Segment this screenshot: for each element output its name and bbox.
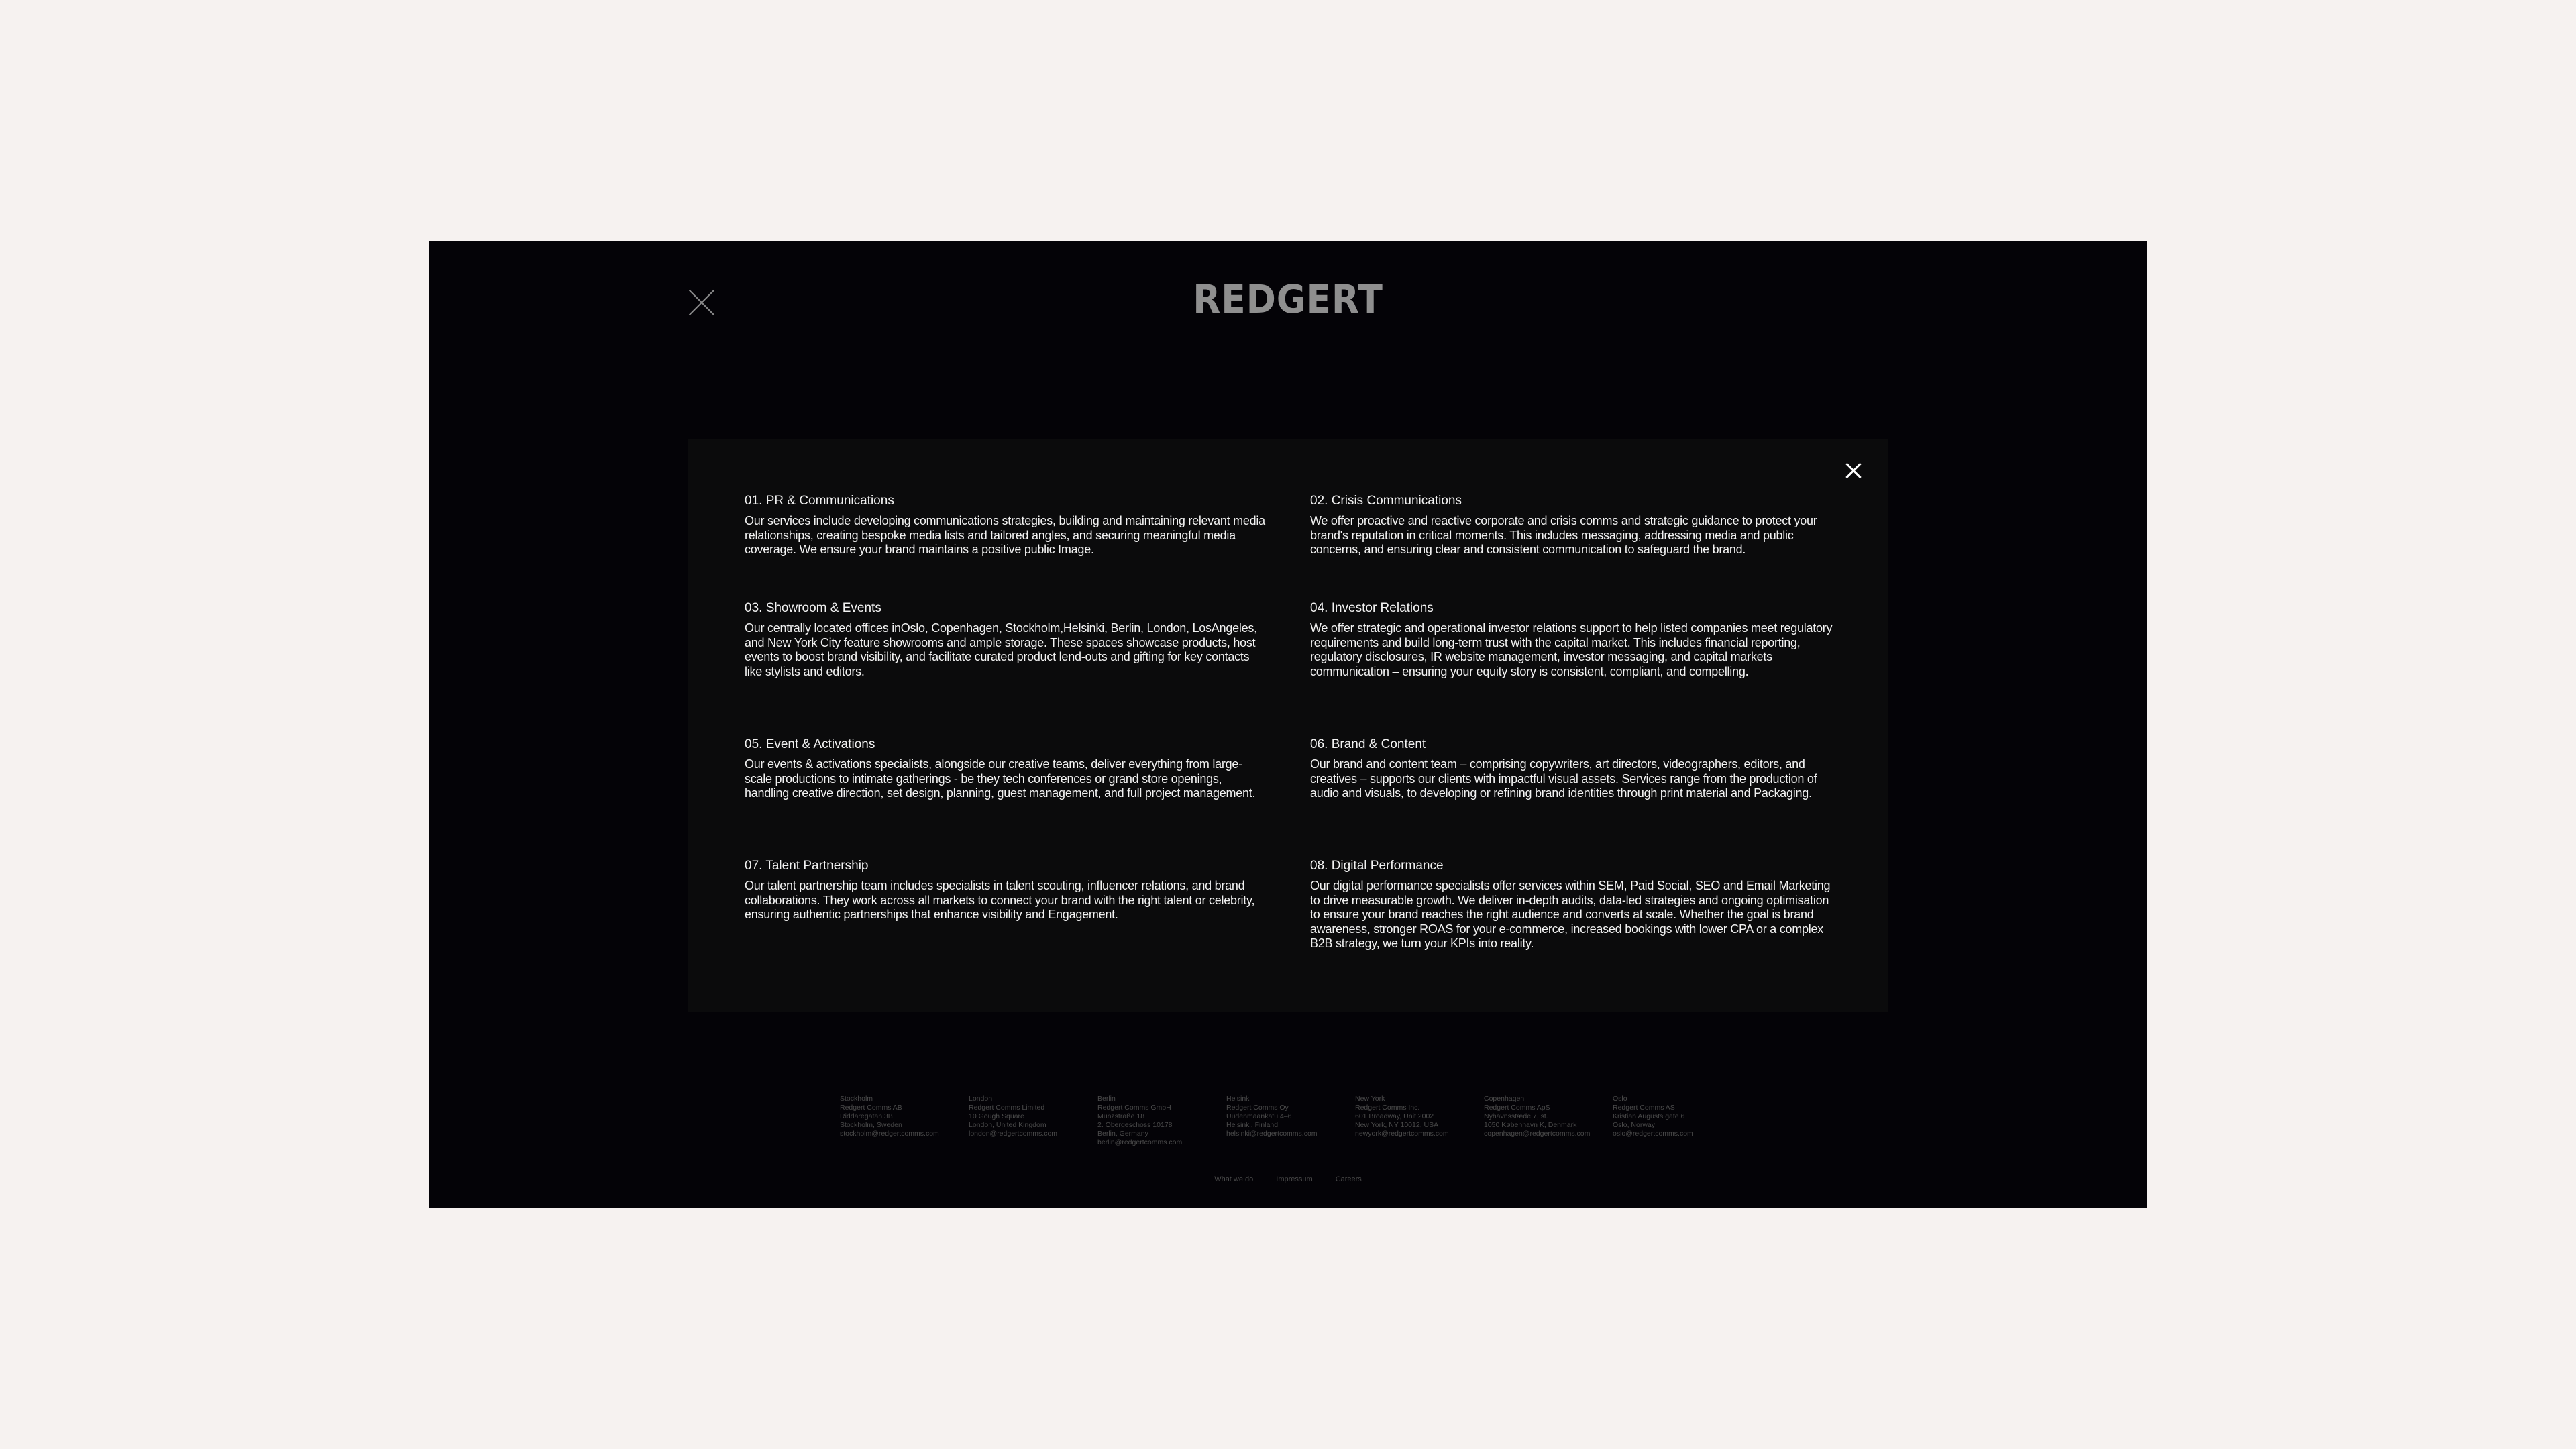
office-line: Redgert Comms ApS <box>1484 1104 1550 1112</box>
office-line: Redgert Comms AS <box>1613 1104 1675 1112</box>
office-line: 601 Broadway, Unit 2002 <box>1355 1112 1434 1120</box>
office-line: 10 Gough Square <box>969 1112 1024 1120</box>
office-email[interactable]: oslo@redgertcomms.com <box>1613 1130 1693 1138</box>
brand-logo[interactable]: REDGERT <box>1193 276 1383 322</box>
service-description: Our digital performance specialists offer services within SEM, Paid Social, SEO and Email Marketing to drive measurable growth. We deliver in-depth audits, data-led strategies and ongoing optimisation to ensure your brand reaches the right audience and converts at scale. Whether the goal is brand awareness, stronger ROAS for your e-commerce, increased bookings with lower CPA or a complex B2B strategy, we turn your KPIs into reality. <box>1310 879 1831 950</box>
office-city: Oslo <box>1613 1095 1627 1103</box>
service-description: Our brand and content team – comprising copywriters, art directors, videographers, editors, and creatives – supports our clients with impactful visual assets. Services range from the production of audio and visuals, to developing or refining brand identities through print material and Packaging. <box>1310 757 1817 800</box>
footer-nav <box>429 1175 2147 1183</box>
office-line: Oslo, Norway <box>1613 1121 1656 1129</box>
office-email[interactable]: stockholm@redgertcomms.com <box>840 1130 939 1138</box>
office-city: Stockholm <box>840 1095 873 1103</box>
service-showroom-events <box>745 600 1268 679</box>
office-city: New York <box>1355 1095 1385 1103</box>
office-line: 2. Obergeschoss 10178 <box>1097 1121 1173 1129</box>
service-description: Our centrally located offices inOslo, Copenhagen, Stockholm,Helsinki, Berlin, London, LosAngeles, and New York City feature showrooms and ample storage. These spaces showcase products, host events to boost brand visibility, and facilitate curated product lend-outs and gifting for key contacts like stylists and editors. <box>745 621 1257 678</box>
services-modal <box>688 439 1888 1012</box>
office-line: Kristian Augusts gate 6 <box>1613 1112 1685 1120</box>
office-line: Berlin, Germany <box>1097 1130 1148 1138</box>
office-list <box>840 1095 1779 1147</box>
office-city: Helsinki <box>1226 1095 1251 1103</box>
service-digital-performance <box>1310 857 1833 951</box>
service-title: 06. Brand & Content <box>1310 737 1426 751</box>
office-line: Redgert Comms GmbH <box>1097 1104 1171 1112</box>
office-line: Redgert Comms Oy <box>1226 1104 1289 1112</box>
office-email[interactable]: london@redgertcomms.com <box>969 1130 1058 1138</box>
office-email[interactable]: newyork@redgertcomms.com <box>1355 1130 1449 1138</box>
service-investor-relations <box>1310 600 1833 679</box>
service-title: 08. Digital Performance <box>1310 859 1444 873</box>
page-frame <box>429 241 2147 1208</box>
office-line: Redgert Comms Limited <box>969 1104 1045 1112</box>
office-city: Copenhagen <box>1484 1095 1525 1103</box>
office-oslo <box>1613 1095 1741 1147</box>
service-title: 02. Crisis Communications <box>1310 494 1462 508</box>
service-title: 05. Event & Activations <box>745 737 875 751</box>
service-title: 01. PR & Communications <box>745 494 894 508</box>
service-description: Our talent partnership team includes specialists in talent scouting, influencer relations, and brand collaborations. They work across all markets to connect your brand with the right talent or celebrity, ensuring authentic partnerships that enhance visibility and Engagement. <box>745 879 1255 921</box>
office-line: Nyhavnsstæde 7, st. <box>1484 1112 1548 1120</box>
service-description: Our services include developing communications strategies, building and maintaining relevant media relationships, creating bespoke media lists and tailored angles, and securing meaningful media coverage. We ensure your brand maintains a positive public Image. <box>745 514 1265 556</box>
office-line: 1050 København K, Denmark <box>1484 1121 1577 1129</box>
service-talent-partnership <box>745 857 1268 922</box>
service-description: We offer proactive and reactive corporate and crisis comms and strategic guidance to protect your brand's reputation in critical moments. This includes messaging, addressing media and public concerns, and ensuring clear and consistent communication to safeguard the brand. <box>1310 514 1817 556</box>
office-email[interactable]: copenhagen@redgertcomms.com <box>1484 1130 1591 1138</box>
office-line: London, United Kingdom <box>969 1121 1046 1129</box>
service-crisis-communications <box>1310 492 1833 557</box>
office-berlin <box>1097 1095 1226 1147</box>
office-city: Berlin <box>1097 1095 1116 1103</box>
footer-link-what-we-do[interactable]: What we do <box>1214 1175 1254 1183</box>
service-title: 03. Showroom & Events <box>745 601 881 615</box>
service-event-activations <box>745 736 1268 801</box>
footer-link-impressum[interactable]: Impressum <box>1276 1175 1313 1183</box>
office-line: New York, NY 10012, USA <box>1355 1121 1439 1129</box>
office-email[interactable]: helsinki@redgertcomms.com <box>1226 1130 1318 1138</box>
office-copenhagen <box>1484 1095 1613 1147</box>
service-title: 07. Talent Partnership <box>745 859 869 873</box>
service-title: 04. Investor Relations <box>1310 601 1434 615</box>
office-helsinki <box>1226 1095 1355 1147</box>
office-line: Uudenmaankatu 4–6 <box>1226 1112 1292 1120</box>
service-description: Our events & activations specialists, alongside our creative teams, deliver everything from large-scale productions to intimate gatherings - be they tech conferences or grand store openings, handling creative direction, set design, planning, guest management, and full project management. <box>745 757 1256 800</box>
office-line: Münzstraße 18 <box>1097 1112 1145 1120</box>
office-line: Helsinki, Finland <box>1226 1121 1279 1129</box>
service-brand-content <box>1310 736 1833 801</box>
office-stockholm <box>840 1095 969 1147</box>
service-pr-communications <box>745 492 1268 557</box>
office-line: Redgert Comms Inc. <box>1355 1104 1420 1112</box>
service-description: We offer strategic and operational investor relations support to help listed companies meet regulatory requirements and build long-term trust with the capital market. This includes financial reporting, regulatory disclosures, IR website management, investor messaging, and capital markets communication – ensuring your equity story is consistent, compliant, and compelling. <box>1310 621 1833 678</box>
office-line: Redgert Comms AB <box>840 1104 902 1112</box>
footer-link-careers[interactable]: Careers <box>1335 1175 1362 1183</box>
office-email[interactable]: berlin@redgertcomms.com <box>1097 1138 1183 1146</box>
office-new-york <box>1355 1095 1484 1147</box>
close-icon[interactable] <box>1843 460 1864 480</box>
office-city: London <box>969 1095 993 1103</box>
office-line: Riddaregatan 3B <box>840 1112 893 1120</box>
office-london <box>969 1095 1097 1147</box>
office-line: Stockholm, Sweden <box>840 1121 902 1129</box>
